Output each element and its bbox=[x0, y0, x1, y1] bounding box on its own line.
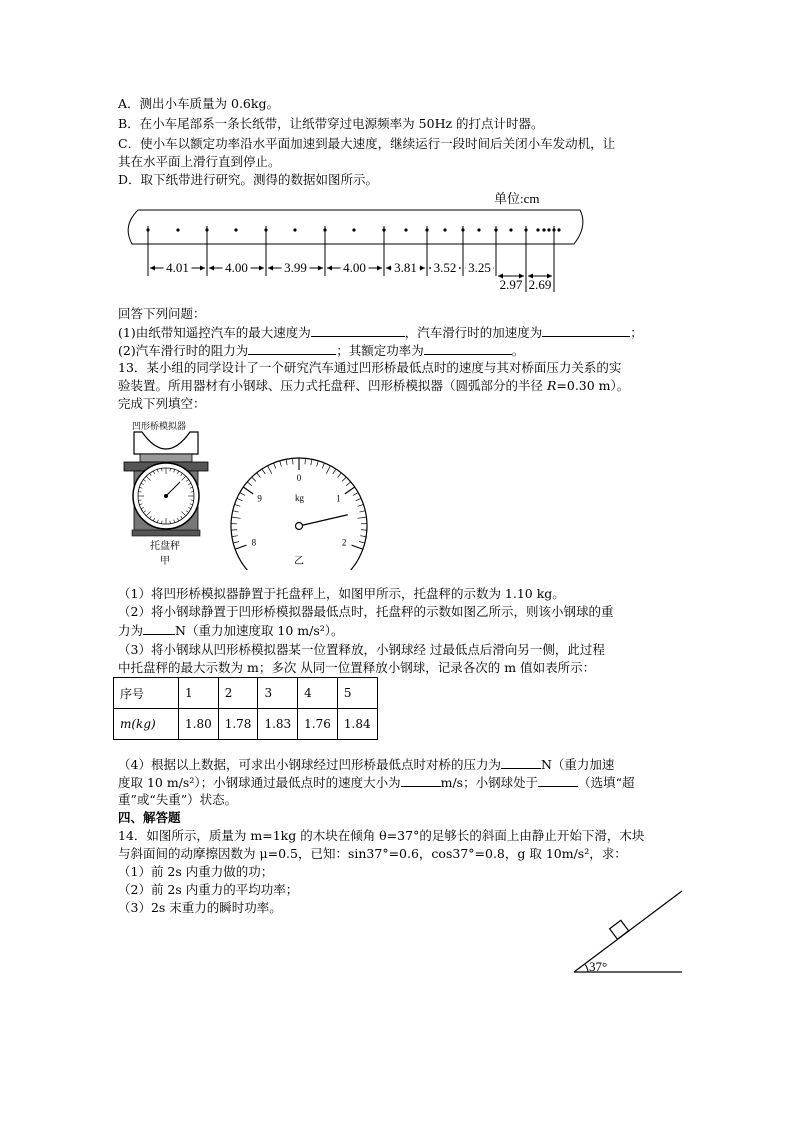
table-cell: 2 bbox=[218, 678, 258, 709]
step-d: D．取下纸带进行研究。测得的数据如图所示。 bbox=[118, 172, 379, 187]
q13-step4-line3: 重”或“失重”）状态。 bbox=[118, 792, 238, 807]
paper-tape bbox=[128, 210, 583, 244]
tape-dot bbox=[509, 228, 512, 231]
q12-p1-text-c: ； bbox=[630, 325, 643, 340]
segment-length-label: 4.00 bbox=[225, 260, 248, 275]
q13-line3: 完成下列填空： bbox=[118, 396, 206, 411]
segment-length-label: 2.97 bbox=[499, 277, 523, 292]
dimension-arrow bbox=[150, 266, 155, 271]
segment-length-label: 4.00 bbox=[343, 260, 366, 275]
dial-tick-label: 2 bbox=[341, 537, 347, 548]
segment-length-label: 3.99 bbox=[284, 260, 307, 275]
dial-tick bbox=[322, 463, 324, 469]
q13-s4-text-a: （4）根据以上数据，可求出小钢球经过凹形桥最低点时对桥的压力为 bbox=[118, 757, 501, 772]
table-cell: 1 bbox=[179, 678, 219, 709]
dial-tick bbox=[233, 511, 239, 512]
dial-tick bbox=[345, 487, 355, 494]
dial-tick bbox=[358, 504, 364, 506]
table-cell: 1.80 bbox=[179, 709, 219, 740]
dial-tick bbox=[280, 461, 282, 467]
tape-dot bbox=[542, 228, 545, 231]
dial-tick-label: 8 bbox=[251, 537, 257, 548]
q12-p2-text-b: ；其额定功率为 bbox=[336, 343, 424, 358]
q13-step2-line1: （2）将小钢球静置于凹形桥模拟器最低点时，托盘秤的示数如图乙所示，则该小钢球的重 bbox=[118, 604, 614, 619]
q13-s4-text-e: （选填“超 bbox=[578, 775, 635, 790]
table-cell: 4 bbox=[298, 678, 338, 709]
dial-tick-label: 1 bbox=[336, 493, 341, 504]
q13-s4-text-c: 度取 10 m/s²）；小钢球通过最低点时的速度大小为 bbox=[118, 775, 401, 790]
step-a: A．测出小车质量为 0.6kg。 bbox=[118, 96, 279, 111]
paper-tape-figure bbox=[118, 186, 594, 294]
incline-figure bbox=[570, 888, 690, 978]
tape-dot bbox=[352, 228, 355, 231]
dial-tick bbox=[360, 536, 366, 537]
tray-scale-label: 托盘秤 bbox=[150, 541, 180, 552]
speed-blank[interactable] bbox=[401, 774, 441, 787]
q13-line2 bbox=[118, 378, 629, 394]
dial-tick bbox=[359, 542, 365, 544]
dial-tick bbox=[247, 482, 252, 486]
tape-dot bbox=[477, 228, 480, 231]
dial-tick bbox=[286, 459, 287, 465]
angle-arc bbox=[585, 965, 588, 972]
dial-tick bbox=[342, 477, 346, 481]
table-header-label: 序号 bbox=[114, 678, 179, 709]
bridge-simulator-label: 凹形桥模拟器 bbox=[132, 421, 187, 431]
incline-angle-label: 37° bbox=[589, 959, 608, 974]
dial-tick bbox=[346, 482, 351, 486]
radius-symbol: R bbox=[546, 378, 557, 393]
rated-power-blank[interactable] bbox=[424, 342, 512, 355]
segment-length-label: 2.69 bbox=[528, 277, 552, 292]
q14-item3: （3）2s 末重力的瞬时功率。 bbox=[118, 900, 282, 915]
q13-step4-line2 bbox=[118, 774, 634, 791]
section-title: 四、解答题 bbox=[118, 810, 181, 825]
q14-line2: 与斜面间的动摩擦因数为 μ=0.5，已知：sin37°=0.6，cos37°=0.8，g 取 10m/s²，求： bbox=[118, 846, 627, 861]
dial-tick bbox=[317, 461, 319, 467]
q12-p1-text-a: (1)由纸带知遥控汽车的最大速度为 bbox=[118, 325, 311, 340]
table-cell: 3 bbox=[258, 678, 298, 709]
q13-s2-text-b: N（重力加速度取 10 m/s²）。 bbox=[175, 623, 344, 638]
q13-s2-text-a: 力为 bbox=[118, 623, 144, 638]
q13-line1: 13．某小组的同学设计了一个研究汽车通过凹形桥最低点时的速度与其对桥面压力关系的实 bbox=[118, 360, 622, 375]
dimension-arrow bbox=[209, 266, 214, 271]
q13-step3-line1: （3）将小钢球从凹形桥模拟器某一位置释放，小钢球经 过最低点后滑向另一侧，此过程 bbox=[118, 642, 605, 657]
dimension-arrow bbox=[200, 266, 205, 271]
tape-dot bbox=[557, 228, 560, 231]
q13-step3-line2: 中托盘秤的最大示数为 m；多次 从同一位置释放小钢球，记录各次的 m 值如表所示： bbox=[118, 660, 596, 675]
table-cell: 5 bbox=[337, 678, 377, 709]
figure-yi-label: 乙 bbox=[294, 556, 304, 567]
resistance-blank[interactable] bbox=[248, 342, 336, 355]
dial-tick bbox=[252, 477, 256, 481]
step-c-line2: 其在水平面上滑行直到停止。 bbox=[118, 154, 281, 169]
tape-dot bbox=[547, 228, 550, 231]
q14-item2: （2）前 2s 内重力的平均功率； bbox=[118, 882, 299, 897]
tape-dot bbox=[404, 228, 407, 231]
dial-tick bbox=[232, 536, 238, 537]
q12-part2 bbox=[118, 342, 524, 359]
dial-tick bbox=[359, 511, 365, 512]
table-cell: 1.84 bbox=[337, 709, 377, 740]
dial-unit: kg bbox=[295, 493, 304, 503]
dial-tick bbox=[356, 498, 361, 500]
table-cell: 1.76 bbox=[298, 709, 338, 740]
segment-length-label: 4.01 bbox=[166, 260, 189, 275]
tape-dot bbox=[293, 228, 296, 231]
table-row bbox=[114, 709, 378, 740]
ball-weight-blank[interactable] bbox=[143, 622, 175, 635]
figure-yi-dial bbox=[226, 440, 376, 570]
dial-tick bbox=[357, 517, 366, 518]
q13-s4-text-b: N（重力加速 bbox=[540, 757, 615, 772]
tape-dot bbox=[234, 228, 237, 231]
table-cell: 1.83 bbox=[258, 709, 298, 740]
q13-s4-text-d: m/s；小钢球处于 bbox=[440, 775, 539, 790]
dial-tick bbox=[353, 493, 358, 496]
dial-tick bbox=[326, 466, 330, 474]
dial-tick bbox=[274, 463, 276, 469]
q12-p2-text-a: (2)汽车滑行时的阻力为 bbox=[118, 343, 249, 358]
dial-tick bbox=[305, 458, 306, 464]
dial-tick-label: 0 bbox=[296, 473, 302, 483]
dial-tick bbox=[233, 542, 239, 544]
dimension-arrow bbox=[420, 266, 425, 271]
q14-line1: 14．如图所示，质量为 m=1kg 的木块在倾角 θ=37°的足够长的斜面上由静止开始下滑，木块 bbox=[118, 828, 645, 843]
table-cell: 1.78 bbox=[218, 709, 258, 740]
step-c-line1: C．使小车以额定功率沿水平面加速到最大速度，继续运行一段时间后关闭小车发动机，让 bbox=[118, 136, 616, 151]
figure-jia-label: 甲 bbox=[160, 556, 170, 567]
dial-tick bbox=[237, 498, 242, 500]
dial-tick bbox=[235, 545, 246, 549]
dimension-arrow bbox=[327, 266, 332, 271]
dial-pivot bbox=[296, 523, 303, 530]
tape-dot bbox=[443, 228, 446, 231]
q13-line2-b: =0.30 m）。 bbox=[556, 378, 630, 393]
step-b: B．在小车尾部系一条长纸带，让纸带穿过电源频率为 50Hz 的打点计时器。 bbox=[118, 116, 544, 131]
dial-tick bbox=[262, 469, 265, 474]
dial-tick bbox=[333, 469, 336, 474]
dial-tick bbox=[311, 459, 312, 465]
table-row bbox=[114, 678, 378, 709]
concave-bridge bbox=[134, 432, 198, 454]
segment-length-label: 3.52 bbox=[433, 260, 457, 275]
dimension-arrow bbox=[318, 266, 323, 271]
tape-dot bbox=[536, 228, 539, 231]
tape-unit-label: 单位:cm bbox=[494, 191, 540, 206]
dial-pointer bbox=[299, 515, 348, 526]
dial-tick bbox=[292, 458, 293, 464]
dial-tick bbox=[232, 517, 241, 518]
dial-tick bbox=[257, 473, 261, 478]
q12-intro: 回答下列问题： bbox=[118, 306, 206, 321]
mass-readings-table bbox=[113, 677, 378, 740]
figure-jia-scale bbox=[118, 418, 214, 568]
dial-tick bbox=[243, 487, 253, 494]
q13-line2-a: 验装置。所用器材有小钢球、压力式托盘秤、凹形桥模拟器（圆弧部分的半径 bbox=[118, 378, 547, 393]
dial-tick-label: 9 bbox=[257, 493, 262, 504]
table-row-label: m(kg) bbox=[114, 709, 179, 740]
dial-tick bbox=[235, 504, 241, 506]
segment-length-label: 3.25 bbox=[468, 260, 491, 275]
dial-tick bbox=[268, 466, 272, 474]
q14-item1: （1）前 2s 内重力做的功； bbox=[118, 864, 274, 879]
pressure-force-blank[interactable] bbox=[501, 756, 541, 769]
q13-step4-line1 bbox=[118, 756, 614, 773]
acceleration-blank[interactable] bbox=[542, 324, 630, 337]
state-blank[interactable] bbox=[538, 774, 578, 787]
segment-length-label: 3.81 bbox=[394, 260, 417, 275]
dial-tick bbox=[338, 473, 342, 478]
q13-step1: （1）将凹形桥模拟器静置于托盘秤上，如图甲所示，托盘秤的示数为 1.10 kg。 bbox=[118, 586, 565, 601]
dimension-arrow bbox=[268, 266, 273, 271]
tape-dot bbox=[176, 228, 179, 231]
q13-step2-line2 bbox=[118, 622, 344, 639]
dimension-arrow bbox=[386, 266, 391, 271]
dimension-arrow bbox=[259, 266, 264, 271]
dial-tick bbox=[240, 493, 245, 496]
dial-tick bbox=[352, 545, 363, 549]
max-speed-blank[interactable] bbox=[311, 324, 405, 337]
q12-p2-text-c: 。 bbox=[511, 343, 525, 358]
dimension-arrow bbox=[377, 266, 382, 271]
q12-p1-text-b: ，汽车滑行时的加速度为 bbox=[404, 325, 543, 340]
q12-part1 bbox=[118, 324, 643, 341]
wooden-block bbox=[610, 920, 629, 939]
